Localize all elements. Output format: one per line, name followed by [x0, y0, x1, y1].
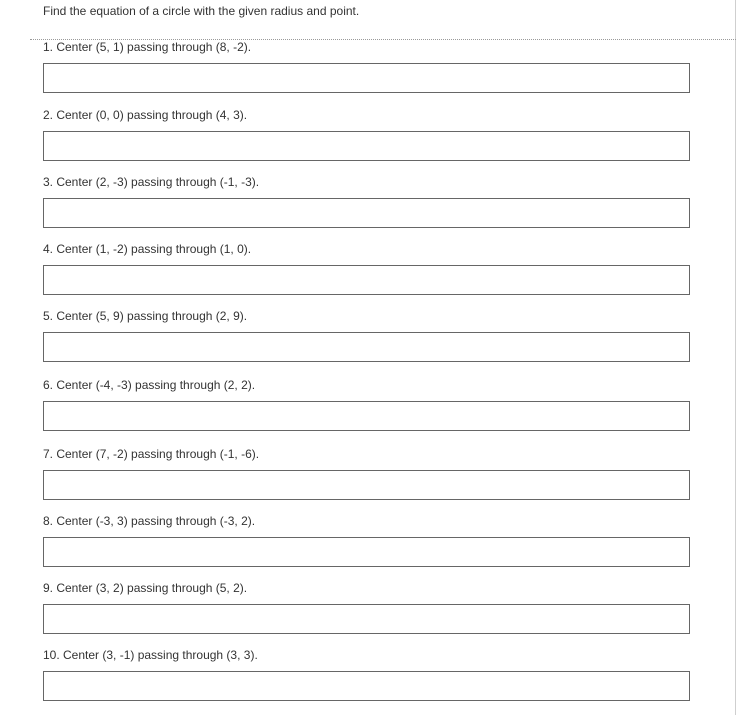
question-4-label: 4. Center (1, -2) passing through (1, 0). — [43, 242, 252, 256]
question-7-label: 7. Center (7, -2) passing through (-1, -6). — [43, 447, 260, 461]
answer-input-7[interactable] — [43, 470, 690, 500]
instructions-text: Find the equation of a circle with the given radius and point. — [43, 4, 360, 18]
question-1 — [43, 40, 693, 93]
answer-input-4[interactable] — [43, 265, 690, 295]
question-6 — [43, 378, 693, 431]
question-5 — [43, 309, 693, 362]
question-8-label: 8. Center (-3, 3) passing through (-3, 2). — [43, 514, 256, 528]
answer-input-1[interactable] — [43, 63, 690, 93]
question-9 — [43, 581, 693, 634]
answer-input-3[interactable] — [43, 198, 690, 228]
question-6-label: 6. Center (-4, -3) passing through (2, 2). — [43, 378, 256, 392]
answer-input-8[interactable] — [43, 537, 690, 567]
question-1-label: 1. Center (5, 1) passing through (8, -2). — [43, 40, 252, 54]
question-5-label: 5. Center (5, 9) passing through (2, 9). — [43, 309, 248, 323]
question-3 — [43, 175, 693, 228]
question-7 — [43, 447, 693, 500]
answer-input-5[interactable] — [43, 332, 690, 362]
question-2-label: 2. Center (0, 0) passing through (4, 3). — [43, 108, 248, 122]
question-4 — [43, 242, 693, 295]
question-2 — [43, 108, 693, 161]
answer-input-6[interactable] — [43, 401, 690, 431]
answer-input-2[interactable] — [43, 131, 690, 161]
question-10 — [43, 648, 693, 701]
question-8 — [43, 514, 693, 567]
question-10-label: 10. Center (3, -1) passing through (3, 3). — [43, 648, 258, 662]
answer-input-10[interactable] — [43, 671, 690, 701]
question-3-label: 3. Center (2, -3) passing through (-1, -3). — [43, 175, 260, 189]
question-9-label: 9. Center (3, 2) passing through (5, 2). — [43, 581, 248, 595]
answer-input-9[interactable] — [43, 604, 690, 634]
